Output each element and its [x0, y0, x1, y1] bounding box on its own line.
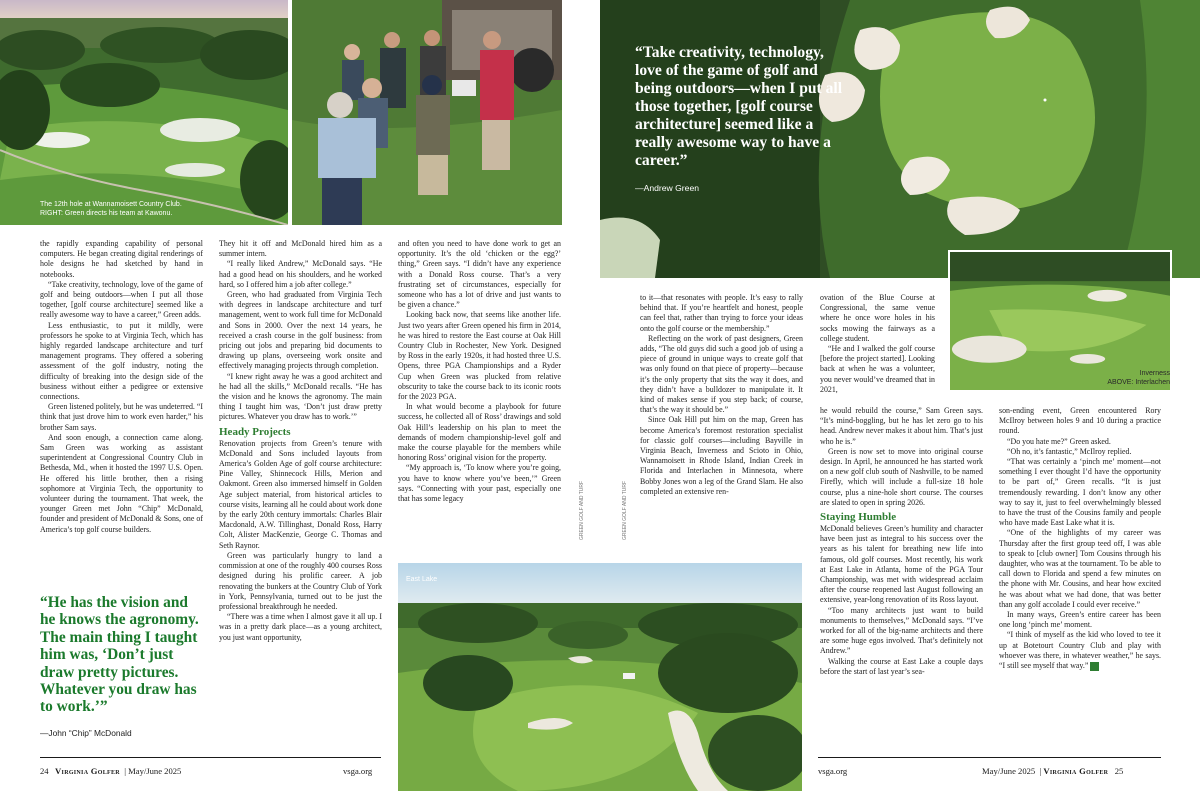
paragraph: “I knew right away he was a good architect and he had all the skills,” McDonald recalls. “He has the vision and he knows the agronomy. The main thing I taught him was, ‘Don’t just draw pretty pictures. Whatever you draw has to work.’” — [219, 371, 382, 422]
page-number-right: 25 — [1114, 766, 1124, 776]
magazine-name-right: Virginia Golfer — [1043, 766, 1109, 776]
paragraph: Since Oak Hill put him on the map, Green has become America’s foremost restoration specialist for classic golf courses—including Bayville in Virginia Beach, Inverness and Scioto in Ohio, Wannamoisett in Rhode Island, Indian Creek in Florida and Interlachen in Minnesota, where Bobby Jones won a leg of the Grand Slam. He also completed an extensive ren- — [640, 415, 803, 496]
paragraph: Green was particularly hungry to land a commission at one of the roughly 400 courses Ross designed during his prolific career. A job renovating the bunkers at the Country Club of York in York, Pennsylvania, turned out to be just the professional breakthrough he needed. — [219, 550, 382, 611]
paragraph: “That was certainly a ‘pinch me’ moment—not something I ever thought I’d have the opportunity to be part of,” Green recalls. “It is just tremendously rewarding. I don’t know any other way to say it, just to feel overwhelmingly blessed to have the trust of the Cousins family and people who have made East Lake what it is. — [999, 457, 1161, 528]
pull-quote: “He has the vision and he knows the agronomy. The main thing I taught him was, ‘Don’t just draw pretty pictures. Whatever you draw has to work.’” — [40, 594, 199, 716]
paragraph: “Oh no, it’s fantastic,” McIlroy replied. — [1007, 446, 1132, 456]
caption-inverness — [1100, 369, 1170, 387]
paragraph: to it—that resonates with people. It’s easy to rally behind that. If you’re heartfelt and honest, people can feel that, rather than trying to force your ideas onto the golf course or the membership.” — [640, 293, 803, 333]
subheading-staying-humble: Staying Humble — [820, 511, 897, 524]
paragraph: Looking back now, that seems like another life. Just two years after Green opened his firm in 2014, he was hired to restore the East course at Oak Hill Country Club in Rochester, New York. Designed by Ross in the early 1920s, it had hosted three U.S. Opens, three PGA Championships and a Ryder Cup when Green was plucked from relative obscurity to take the course back to its iconic roots for the 2023 PGA. — [398, 310, 561, 402]
paragraph: “Do you hate me?” Green asked. — [1007, 436, 1111, 446]
paragraph: In what would become a playbook for future success, he collected all of Ross’ drawings and sold Oak Hill’s leadership on his plan to meet the demands of modern championship-level golf and make the course playable for the members while honoring Ross’ original vision for the property. — [398, 402, 561, 463]
issue-date-left: May/June 2025 — [128, 766, 182, 776]
paragraph: And soon enough, a connection came along. Sam Green was working as assistant superintendent at Congressional Country Club in Bethesda, Md., when it hosted the 1997 U.S. Open. He offered his little brother, then a rising sophomore at Virginia Tech, the opportunity to volunteer during the tournament. That week, the younger Green met John “Chip” McDonald, founder and president of McDonald & Sons, one of America’s top golf course builders. — [40, 432, 203, 534]
paragraph: “There was a time when I almost gave it all up. I was in a pretty dark place—as a young architect, you just want opportunity, — [219, 612, 382, 642]
paragraph: Renovation projects from Green’s tenure with McDonald and Sons included layouts from America’s Golden Age of golf course architecture: Pine Valley, Shinnecock Hills, Merion and Oakmont. Green also immersed himself in Golden Age subject material, from historical articles to course visits, learning all he could about work done by the early 20th century immortals: Charles Blair Macdonald, A.W. Tillinghast, Donald Ross, Harry Colt, Alister MacKenzie, George C. Thomas and Seth Raynor. — [219, 438, 382, 550]
paragraph: “Too many architects just want to build monuments to themselves,” McDonald says. “I’ve worked for all of the big-name architects and there are some huge egos involved. That’s definitely not Andrew.” — [820, 605, 983, 656]
text-column-5b — [820, 406, 983, 677]
caption-east-lake — [406, 575, 437, 584]
paragraph: Green, who had graduated from Virginia Tech with degrees in landscape architecture and turf management, went to work full time for McDonald and Sons in 2000. Over the next 14 years, he received a crash course in the golf business: from pricing out jobs and preparing bid documents to drawing up plans, overseeing work onsite and effectively managing projects through completion. — [219, 290, 382, 371]
url-right: vsga.org — [818, 766, 848, 776]
text-column-1 — [40, 239, 203, 535]
paragraph: Less enthusiastic, to put it mildly, were professors he spoke to at Virginia Tech, which has highly regarded landscape architecture and turf management programs. They offered a sobering assessment of the golf industry, noting the difficulty of breaking into the design side of the business without either a pedigree or extensive connections. — [40, 320, 203, 402]
photo-credit-left: GREEN GOLF AND TURF — [579, 480, 585, 540]
text-column-4 — [640, 293, 803, 497]
photo-credit-right: GREEN GOLF AND TURF — [622, 480, 628, 540]
photo-east-lake — [398, 563, 802, 791]
paragraph: “One of the highlights of my career was Thursday after the first group teed off, I was able to speak to [club owner] Tom Cousins through his daughter, who was at the tournament. To be able to call down to Florida and spend a few minutes on the phone with Mr. Cousins, and hear how excited he was about what we had done, that was better than any golf accolade I could ever receive.” — [999, 528, 1161, 609]
paragraph: “Take creativity, technology, love of the game of golf and being outdoors—when I put all those together, [golf course architecture] seemed like a really awesome way to have a career,” Green adds. — [40, 279, 203, 320]
pull-quote-attribution: —John “Chip” McDonald — [40, 728, 132, 738]
paragraph: and often you need to have done work to get an opportunity. It’s the old ‘chicken or the egg?’ thing,” Green says. “I didn’t have any experience with a Donald Ross course. That’s a very frustrating set of circumstances, especially for someone who has a lot of drive and just wants to be given a chance.” — [398, 239, 561, 310]
issue-date-right: May/June 2025 — [982, 766, 1036, 776]
paragraph: They hit it off and McDonald hired him as a summer intern. — [219, 239, 382, 259]
end-mark-icon — [1090, 662, 1099, 671]
folio-right: May/June 2025 | Virginia Golfer 25 — [982, 766, 1124, 776]
caption-line: Inverness ABOVE: Interlachen — [1107, 370, 1170, 386]
paragraph: son-ending event, Green encountered Rory McIlroy between holes 9 and 10 during a practice round. — [999, 406, 1161, 436]
photo-wannamoisett — [0, 0, 288, 225]
caption-line: The 12th hole at Wannamoisett Country Club. RIGHT: Green directs his team at Kawonu. — [40, 201, 182, 217]
paragraph: McDonald believes Green’s humility and character have been just as integral to his success over the years as his talent for breathing new life into famous, old golf courses. Most recently, his work at East Lake in Atlanta, home of the PGA Tour Championship, was met with widespread acclaim after the course reopened last August following an extensive, year-long renovation of its Ross layout. — [820, 524, 983, 605]
paragraph: Reflecting on the work of past designers, Green adds, “The old guys did such a good job of using a piece of ground in unique ways to create golf that was only found on that piece of property—because it’s the only property that sits the way it does, and they didn’t have a bulldozer to manipulate it. It kind of makes sense if you step back; of course, that’s the way it should be.” — [640, 333, 803, 415]
paragraph — [999, 630, 1161, 671]
big-pull-quote: “Take creativity, technology, love of the game of golf and being outdoors—when I put all those together, [golf course architecture] seemed like a really awesome way to have a career.” — [635, 44, 843, 169]
footer-rule-right — [818, 757, 1161, 758]
big-pull-quote-attribution: —Andrew Green — [635, 183, 700, 193]
paragraph-text: “I think of myself as the kid who loved to tee it up at Botetourt Country Club and play with whoever was there, in whatever weather,” he says. “I still see myself that way.” — [999, 630, 1161, 671]
paragraph: Walking the course at East Lake a couple days before the start of last year’s sea- — [820, 656, 983, 676]
text-column-5a — [820, 293, 935, 395]
paragraph: he would rebuild the course,” Sam Green says. “It’s mind-boggling, but he has let zero go to his head. Andrew never makes it about him. That’s just who he is.” — [820, 406, 983, 446]
folio-left: 24 Virginia Golfer | May/June 2025 — [40, 766, 182, 776]
subheading-heady-projects: Heady Projects — [219, 425, 291, 438]
caption-wannamoisett — [40, 200, 280, 218]
paragraph: “My approach is, ‘To know where you’re going, you have to know where you’ve been,’” Green says. “Connecting with your past, especially one that has some legacy — [398, 463, 561, 504]
paragraph: the rapidly expanding capability of personal computers. He began creating digital renderings of hole designs he had sketched by hand in notebooks. — [40, 239, 203, 279]
text-column-6 — [999, 406, 1161, 671]
paragraph: ovation of the Blue Course at Congressional, the same venue where he once wore holes in his socks mowing the fairways as a college student. — [820, 293, 935, 343]
text-column-3 — [398, 239, 561, 504]
page-number-left: 24 — [40, 766, 49, 776]
photo-team — [292, 0, 562, 225]
paragraph: “He and I walked the golf course [before the project started]. Looking back at when he was a volunteer, you never would’ve dreamed that in 2021, — [820, 344, 935, 394]
paragraph: In many ways, Green’s entire career has been one long ‘pinch me’ moment. — [999, 610, 1161, 630]
paragraph: Green is now set to move into original course design. In April, he announced he has started work on a new golf club south of Nashville, to be named Firefly, which will include a full-size 18 hole course, plus a nine-hole short course. The courses are slated to open in spring 2026. — [820, 446, 983, 507]
footer-rule-left — [40, 757, 381, 758]
paragraph: Green listened politely, but he was undeterred. “I think that just drove him to work even harder,” his brother Sam says. — [40, 402, 203, 432]
caption-line: East Lake — [406, 576, 438, 583]
paragraph: “I really liked Andrew,” McDonald says. “He had a good head on his shoulders, and he worked hard, so I offered him a job after college.” — [219, 259, 382, 289]
magazine-name-left: Virginia Golfer — [55, 766, 120, 776]
url-left: vsga.org — [343, 766, 373, 776]
text-column-2 — [219, 239, 382, 643]
